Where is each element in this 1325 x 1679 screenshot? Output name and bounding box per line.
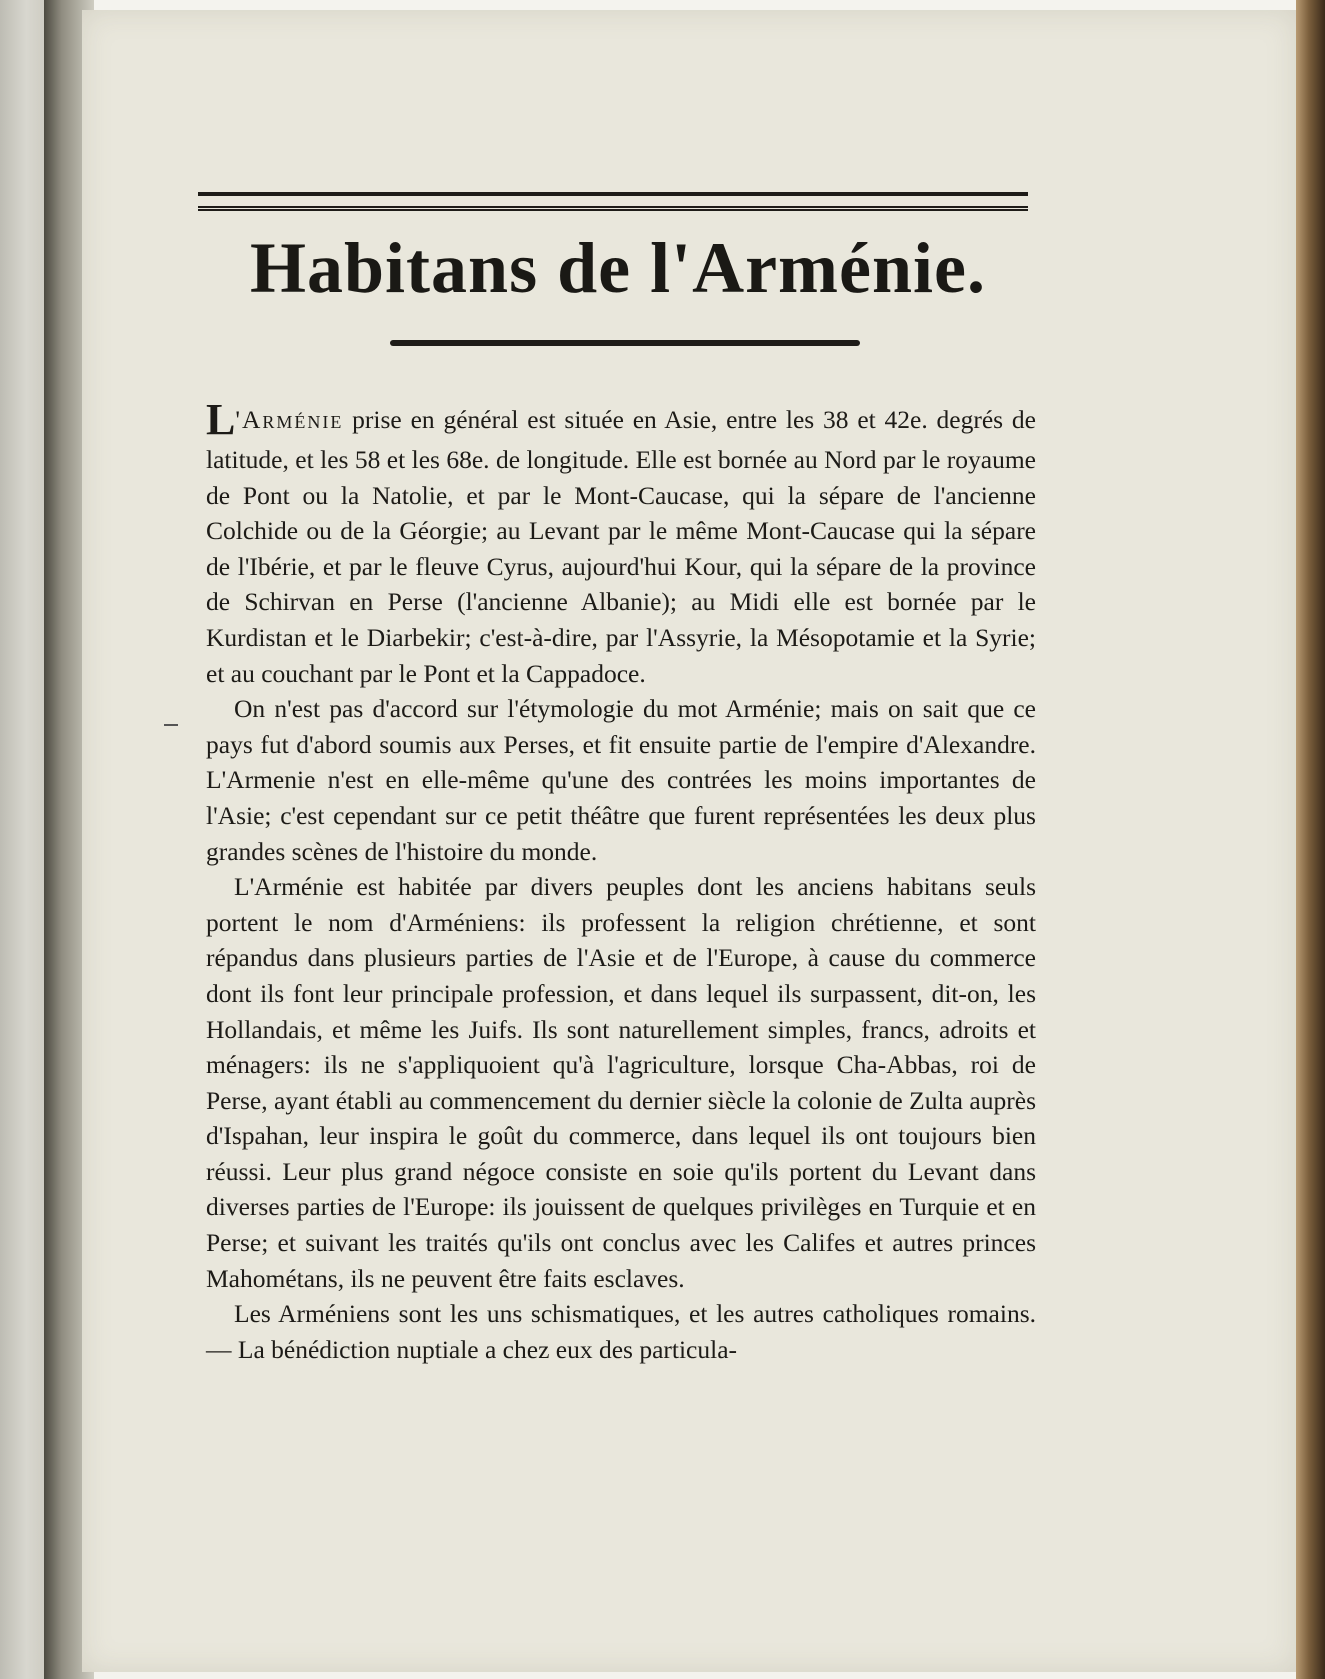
facing-page-edge [0,0,44,1679]
header-rule [198,209,1028,211]
page-title: Habitans de l'Arménie. [250,228,986,308]
paragraph-4: Les Arméniens sont les uns schismatiques, et les autres catholiques romains. — La bénédiction nuptiale a chez eux des particula- [206,1299,1036,1364]
paragraph-1 [206,395,1036,691]
margin-mark [164,724,178,726]
title-underline-rule [390,340,860,346]
page-fore-edge [1296,0,1325,1679]
opening-smallcaps: 'Arménie [235,405,344,434]
paragraph-1-text: prise en général est située en Asie, entre les 38 et 42e. degrés de latitude, et les 58 et les 68e. de longitude. Elle est bornée au Nord par le royaume de Pont ou la Natolie, et par le Mont-Caucase, qui la sépare de l'ancienne Colchide ou de la Géorgie; au Levant par le même Mont-Caucase qui la sépare de l'Ibérie, et par le fleuve Cyrus, aujourd'hui Kour, qui la sépare de la province de Schirvan en Perse (l'ancienne Albanie); au Midi elle est bornée par le Kurdistan et le Diarbekir; c'est-à-dire, par l'Assyrie, la Mésopotamie et la Syrie; et au couchant par le Pont et la Cappadoce. [206,405,1036,688]
body-text [206,395,1036,1367]
paragraph-3: L'Arménie est habitée par divers peuples dont les anciens habitans seuls portent le nom d'Arméniens: ils professent la religion chrétienne, et sont répandus dans plusieurs parties de l'Asie et de l'Europe, à cause du commerce dont ils font leur principale profession, et dans lequel ils surpassent, dit-on, les Hollandais, et même les Juifs. Ils sont naturellement simples, francs, adroits et ménagers: ils ne s'appliquoient qu'à l'agriculture, lorsque Cha-Abbas, roi de Perse, ayant établi au commencement du dernier siècle la colonie de Zulta auprès d'Ispahan, leur inspira le goût du commerce, dans lequel ils ont toujours bien réussi. Leur plus grand négoce consiste en soie qu'ils portent du Levant dans diverses parties de l'Europe: ils jouissent de quelques privilèges en Turquie et en Perse; et suivant les traités qu'ils ont conclus avec les Califes et autres princes Mahométans, ils ne peuvent être faits esclaves. [206,872,1036,1293]
paragraph-2: On n'est pas d'accord sur l'étymologie du mot Arménie; mais on sait que ce pays fut d'abord soumis aux Perses, et fit ensuite partie de l'empire d'Alexandre. L'Armenie n'est en elle-même qu'une des contrées les moins importantes de l'Asie; c'est cependant sur ce petit théâtre que furent représentées les deux plus grandes scènes de l'histoire du monde. [206,694,1036,866]
header-double-rule [198,192,1028,208]
drop-cap: L [206,395,236,444]
